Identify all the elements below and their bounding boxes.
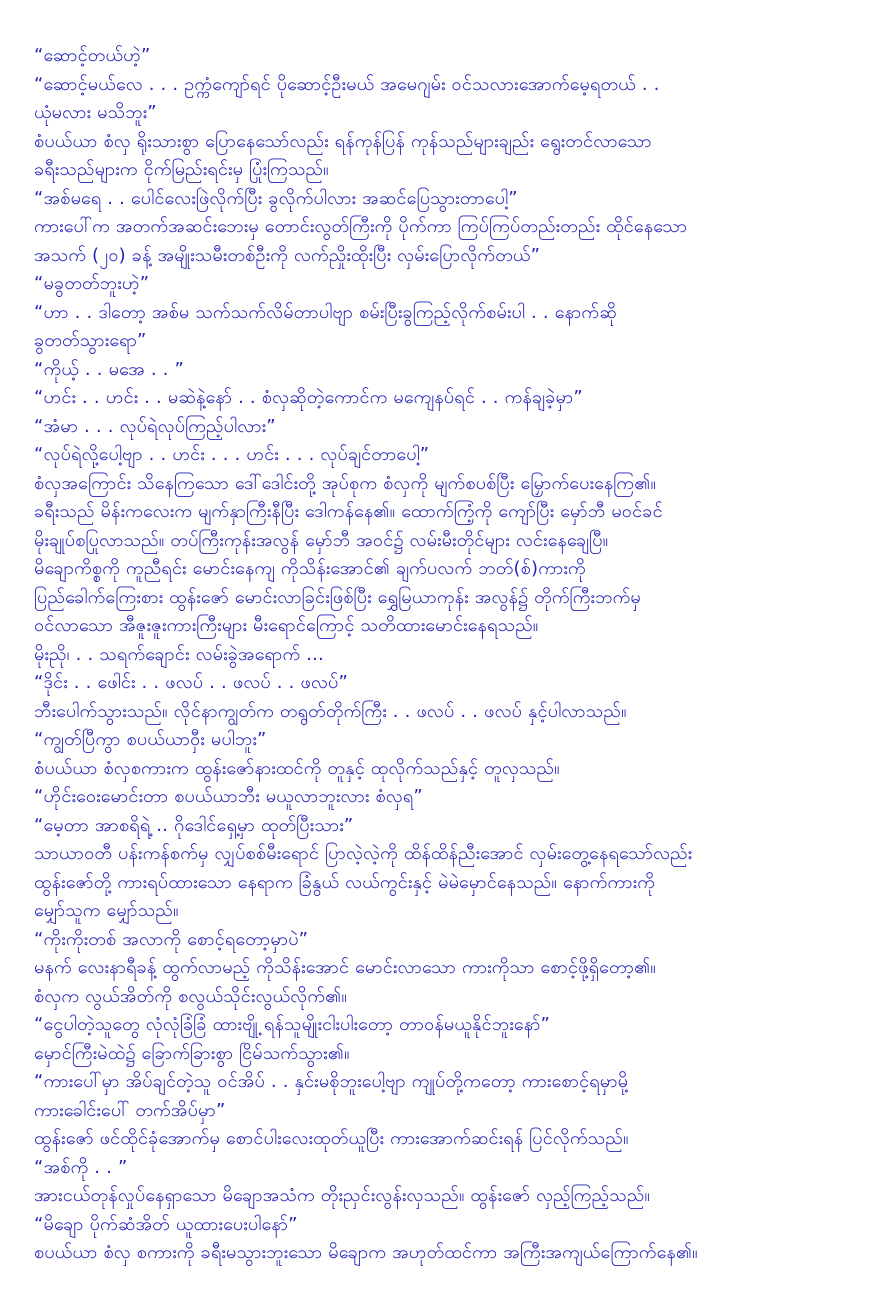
text-line: ယုံမလား မသိဘူး” (34, 102, 157, 123)
text-line: “မေ့တာ အာစရိရဲ့ .. ဂိုဒေါင်ရှေ့မှာ ထုတ်ပြီးသား” (34, 814, 354, 836)
text-line: ကားပေါ်က အတက်အဆင်းဘေးမှ တောင်းလွတ်ကြီးကို ပိုက်ကာ ကြပ်ကြပ်တည်းတည်း ထိုင်နေသော (34, 216, 688, 237)
text-line: ဝင်လာသော အီဇူးဇူးကားကြီးများ မီးရောင်ကြောင့် သတိထားမောင်းနေရသည်။ (34, 615, 539, 636)
text-line: အားငယ်တုန်လှုပ်နေရှာသော မိချောအသံက တိုးညှင်းလွန်းလှသည်။ ထွန်းဇော် လှည့်ကြည့်သည်။ (34, 1185, 651, 1206)
text-line: မိချောကိစ္စကို ကူညီရင်း မောင်းနေကျ ကိုသိန်းအောင်၏ ချက်ပလက် ဘတ်(စ်)ကားကို (34, 558, 586, 579)
text-line: စံလှအကြောင်း သိနေကြသော ဒေါ်ဒေါင်းတို့ အုပ်စုက စံလှကို မျက်စပစ်ပြီး မြှောက်ပေးနေကြ၏။ (34, 472, 657, 494)
text-line: “ဟိုင်းဝေးမောင်းတာ စပယ်ယာဘီး မယူလာဘူးလား စံလှရ” (34, 786, 423, 807)
text-line: အသက် (၂၀) ခန့် အမျိုးသမီးတစ်ဦးကို လက်ညှိုးထိုးပြီး လှမ်းပြောလိုက်တယ်” (34, 244, 541, 266)
text-line: မိုးချုပ်စပြုလာသည်။ တပ်ကြီးကုန်းအလွန် မှော်ဘီ အဝင်၌ လမ်းမီးတိုင်များ လင်းနေချေပြီ။ (34, 529, 609, 551)
text-line: “လုပ်ရဲလို့ပေါ့ဗျာ . . ဟင်း . . . ဟင်း . . . လုပ်ချင်တာပေါ့” (34, 444, 430, 465)
text-line: “ကားပေါ်မှာ အိပ်ချင်တဲ့သူ ဝင်အိပ် . . နှင်းမစိုဘူးပေါ့ဗျာ ကျုပ်တို့ကတော့ ကားစောင့်ရမှာမို့ (34, 1071, 629, 1092)
text-line: “ငွေပါတဲ့သူတွေ လုံလုံခြံခြံ ထားဗျို့ ရန်သူမျိုးငါးပါးတော့ တာဝန်မယူနိုင်ဘူးနော်” (34, 1014, 551, 1035)
text-line: မနက် လေးနာရီခန့် ထွက်လာမည့် ကိုသိန်းအောင် မောင်းလာသော ကားကိုသာ စောင့်ဖို့ရှိတော့၏။ (34, 957, 656, 978)
text-line: ကားခေါင်းပေါ် တက်အိပ်မှာ” (34, 1099, 226, 1121)
text-line: စပယ်ယာ စံလှ စကားကို ခရီးမသွားဘူးသော မိချောက အဟုတ်ထင်ကာ အကြီးအကျယ်ကြောက်နေ၏။ (34, 1242, 698, 1263)
text-line: စံလှက လွယ်အိတ်ကို စလွယ်သိုင်းလွယ်လိုက်၏။ (34, 985, 348, 1007)
text-line: မိုးညို၊ . . သရက်ချောင်း လမ်းခွဲအရောက် ... (34, 643, 324, 665)
text-line: “ဟင်း . . ဟင်း . . မဆဲနဲ့နော် . . စံလှဆိုတဲ့ကောင်က မကျေနပ်ရင် . . ကန်ချခဲ့မှာ” (34, 387, 583, 408)
text-line: ဘီးပေါက်သွားသည်။ လိုင်နာကျွတ်က တရွတ်တိုက်ကြီး . . ဖလပ် . . ဖလပ် နှင့်ပါလာသည်။ (34, 700, 627, 722)
text-line: “ဆောင့်တယ်ဟဲ့” (34, 45, 151, 66)
text-line: “ကိုးကိုးတစ် အလာကို စောင့်ရတော့မှာပဲ” (34, 928, 309, 950)
text-line: သာယာဝတီ ပန်းကန်စက်မှ လျှပ်စစ်မီးရောင် ပြာလဲ့လဲ့ကို ထိန်ထိန်ညီးအောင် လှမ်းတွေ့နေရသော်လည်း (34, 843, 693, 864)
text-line: “ကျွတ်ပြီကွာ စပယ်ယာဝှီး မပါဘူး” (34, 729, 267, 750)
text-line: “အစ်မရေ . . ပေါင်လေးဖြဲလိုက်ပြီး ခွလိုက်ပါလား အဆင်ပြေသွားတာပေါ့” (34, 187, 518, 209)
text-line: စံပယ်ယာ စံလှစကားက ထွန်းဇော်နားထင်ကို တူနှင့် ထုလိုက်သည်နှင့် တူလှသည်။ (34, 757, 560, 779)
text-line: “မိချော ပိုက်ဆံအိတ် ယူထားပေးပါနော်” (34, 1213, 298, 1235)
text-line: ခရီးသည် မိန်းကလေးက မျက်နှာကြီးနီပြီး ဒေါကန်နေ၏။ ထောက်ကြံ့ကို ကျော်ပြီး မှော်ဘီ မဝင်ခင် (34, 501, 663, 522)
text-line: “ဒိုင်း . . ဖေါင်း . . ဖလပ် . . ဖလပ် . . ဖလပ်” (34, 672, 349, 693)
text-line: မျှော်သူက မျှော်သည်။ (34, 900, 179, 921)
text-line: “မခွတတ်ဘူးဟဲ့” (34, 273, 150, 294)
text-line: ခွတတ်သွားရော” (34, 330, 147, 351)
text-line: ခရီးသည်များက ငိုက်မြည်းရင်းမှ ပြုံးကြသည်။ (34, 159, 329, 180)
text-line: ထွန်းဇော်တို့ ကားရပ်ထားသော နေရာက ခြံနွယ် လယ်ကွင်းနှင့် မဲမဲမှောင်နေသည်။ နောက်ကားကို (34, 871, 656, 893)
text-line: “ဆောင့်မယ်လေ . . . ဥက္ကံကျော်ရင် ပိုဆောင့်ဦးမယ် အမေဂျမ်း ဝင်သလားအောက်မေ့ရတယ် . . (34, 73, 660, 95)
text-line: “အစ်ကို . . ” (34, 1156, 128, 1178)
text-line: ထွန်းဇော် ဖင်ထိုင်ခုံအောက်မှ စောင်ပါးလေးထုတ်ယူပြီး ကားအောက်ဆင်းရန် ပြင်လိုက်သည်။ (34, 1128, 629, 1149)
text-line: “ကိုယ့် . . မအေ . . ” (34, 358, 185, 380)
text-line: မှောင်ကြီးမဲထဲ၌ ခြောက်ခြားစွာ ငြိမ်သက်သွား၏။ (34, 1042, 350, 1064)
text-line: စံပယ်ယာ စံလှ ရိုးသားစွာ ပြောနေသော်လည်း ရန်ကုန်ပြန် ကုန်သည်များချည်း ရွေးတင်လာသော (34, 130, 652, 152)
text-line: “ဟာ . . ဒါတော့ အစ်မ သက်သက်လိမ်တာပါဗျာ စမ်းပြီးခွကြည့်လိုက်စမ်းပါ . . နောက်ဆို (34, 301, 617, 323)
text-line: ပြည်ခေါက်ကြေးစား ထွန်းဇော် မောင်းလာခြင်းဖြစ်ပြီး ရွှေမြယာကုန်း အလွန်၌ တိုက်ကြီးဘက်မှ (34, 586, 641, 608)
text-line: “အံမာ . . . လုပ်ရဲလုပ်ကြည့်ပါလား” (34, 415, 276, 437)
